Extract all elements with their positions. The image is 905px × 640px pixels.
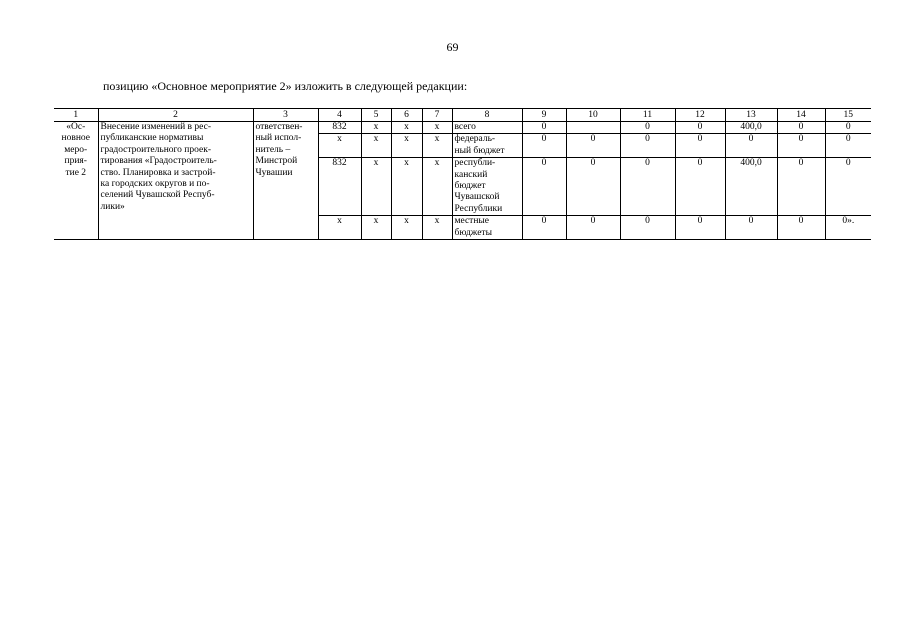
event-name-cell: «Ос- новное меро- прия- тие 2 xyxy=(54,122,98,240)
table-header-row xyxy=(54,109,871,122)
value-cell: 0 xyxy=(777,216,825,240)
col-header: 14 xyxy=(777,109,825,122)
value-cell: 0 xyxy=(825,134,871,158)
cell: x xyxy=(391,134,422,158)
value-cell xyxy=(566,122,620,134)
col-header: 15 xyxy=(825,109,871,122)
responsible-cell: ответствен- ный испол- нитель – Минстрой Чувашии xyxy=(253,122,318,240)
cell: x xyxy=(361,134,391,158)
col-header: 1 xyxy=(54,109,98,122)
col-header: 10 xyxy=(566,109,620,122)
value-cell: 400,0 xyxy=(725,158,777,216)
col-header: 11 xyxy=(620,109,675,122)
code-cell: 832 xyxy=(318,122,361,134)
value-cell: 0 xyxy=(725,216,777,240)
description-cell: Внесение изменений в рес- публиканские нормативы градостроительного проек- тирования «Градостроитель- ство. Планировка и застрой- ка городских округов и по- селений Чувашской Респуб- лики» xyxy=(98,122,253,240)
value-cell: 0 xyxy=(566,158,620,216)
code-cell: x xyxy=(318,134,361,158)
col-header: 5 xyxy=(361,109,391,122)
col-header: 3 xyxy=(253,109,318,122)
value-cell: 0 xyxy=(777,134,825,158)
cell: x xyxy=(391,158,422,216)
value-cell: 0 xyxy=(522,122,566,134)
intro-text: позицию «Основное мероприятие 2» изложить в следующей редакции: xyxy=(103,79,468,93)
col-header: 9 xyxy=(522,109,566,122)
col-header: 7 xyxy=(422,109,452,122)
cell: x xyxy=(422,122,452,134)
col-header: 2 xyxy=(98,109,253,122)
cell: x xyxy=(391,216,422,240)
value-cell: 0 xyxy=(675,134,725,158)
code-cell: x xyxy=(318,216,361,240)
cell: x xyxy=(361,122,391,134)
value-cell: 0». xyxy=(825,216,871,240)
value-cell: 0 xyxy=(620,122,675,134)
value-cell: 0 xyxy=(566,216,620,240)
cell: x xyxy=(361,216,391,240)
value-cell: 0 xyxy=(620,158,675,216)
cell: x xyxy=(391,122,422,134)
funding-source-cell: местные бюджеты xyxy=(452,216,522,240)
col-header: 8 xyxy=(452,109,522,122)
code-cell: 832 xyxy=(318,158,361,216)
value-cell: 0 xyxy=(522,216,566,240)
cell: x xyxy=(422,158,452,216)
cell: x xyxy=(361,158,391,216)
value-cell: 0 xyxy=(777,158,825,216)
page-number: 69 xyxy=(446,40,459,54)
value-cell: 0 xyxy=(675,122,725,134)
value-cell: 0 xyxy=(777,122,825,134)
value-cell: 0 xyxy=(825,122,871,134)
col-header: 13 xyxy=(725,109,777,122)
value-cell: 0 xyxy=(675,158,725,216)
value-cell: 0 xyxy=(825,158,871,216)
value-cell: 400,0 xyxy=(725,122,777,134)
col-header: 12 xyxy=(675,109,725,122)
value-cell: 0 xyxy=(522,134,566,158)
value-cell: 0 xyxy=(620,216,675,240)
budget-table xyxy=(54,108,871,240)
value-cell: 0 xyxy=(620,134,675,158)
value-cell: 0 xyxy=(522,158,566,216)
table-row xyxy=(54,122,871,134)
cell: x xyxy=(422,216,452,240)
col-header: 4 xyxy=(318,109,361,122)
value-cell: 0 xyxy=(675,216,725,240)
value-cell: 0 xyxy=(725,134,777,158)
value-cell: 0 xyxy=(566,134,620,158)
funding-source-cell: федераль- ный бюджет xyxy=(452,134,522,158)
funding-source-cell: республи- канский бюджет Чувашской Республики xyxy=(452,158,522,216)
col-header: 6 xyxy=(391,109,422,122)
funding-source-cell: всего xyxy=(452,122,522,134)
cell: x xyxy=(422,134,452,158)
